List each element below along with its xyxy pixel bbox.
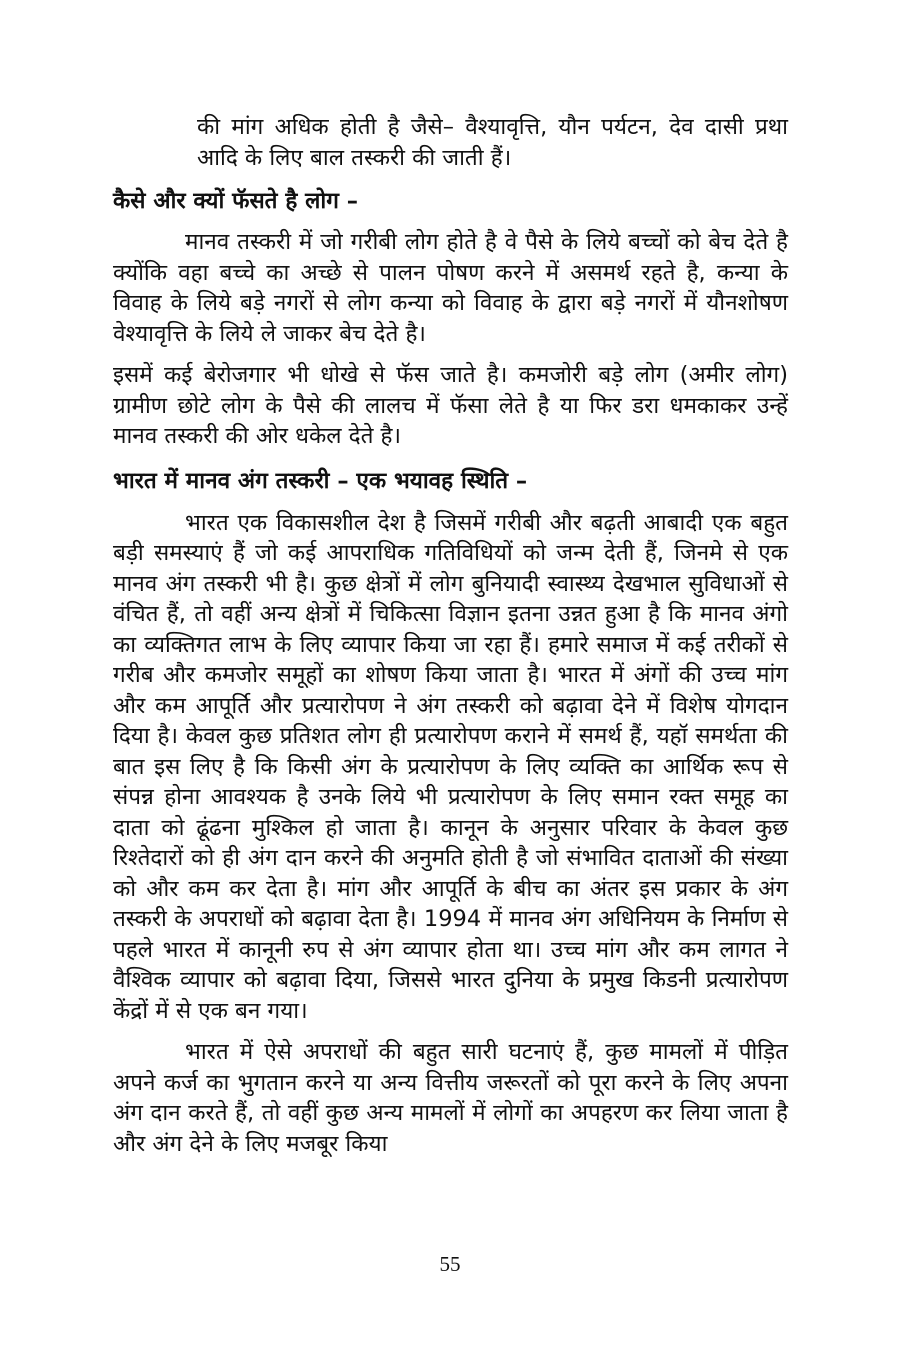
page-number: 55 bbox=[439, 1252, 461, 1276]
section-heading: भारत में मानव अंग तस्करी – एक भयावह स्थिति – bbox=[113, 467, 528, 494]
section-heading: कैसे और क्यों फॅसते है लोग – bbox=[113, 188, 358, 214]
body-paragraph: भारत में ऐसे अपराधों की बहुत सारी घटनाएं हैं, कुछ मामलों में पीड़ित अपने कर्ज का भुगतान करने या अन्य वित्तीय जरूरतों को पूरा करने के लिए अपना अंग दान करते हैं, तो वहीं कुछ अन्य मामलों में लोगों का अपहरण कर लिया जाता है और अंग देने के लिए मजबूर किया bbox=[113, 1039, 788, 1157]
continuation-text: की मांग अधिक होती है जैसे– वैश्यावृत्ति, यौन पर्यटन, देव दासी प्रथा आदि के लिए बाल तस्करी की जाती हैं। bbox=[197, 114, 788, 171]
body-paragraph: मानव तस्करी में जो गरीबी लोग होते है वे पैसे के लिये बच्चों को बेच देते है क्योंकि वहा बच्चे का अच्छे से पालन पोषण करने में असमर्थ रहते है, कन्या के विवाह के लिये बड़े नगरों से लोग कन्या को विवाह के द्वारा बड़े नगरों में यौनशोषण वेश्यावृत्ति के लिये ले जाकर बेच देते है। bbox=[113, 229, 788, 347]
page-body bbox=[113, 112, 788, 1159]
body-paragraph: भारत एक विकासशील देश है जिसमें गरीबी और बढ़ती आबादी एक बहुत बड़ी समस्याएं हैं जो कई आपराधिक गतिविधियों को जन्म देती हैं, जिनमे से एक मानव अंग तस्करी भी है। कुछ क्षेत्रों में लोग बुनियादी स्वास्थ्य देखभाल सुविधाओं से वंचित हैं, तो वहीं अन्य क्षेत्रों में चिकित्सा विज्ञान इतना उन्नत हुआ है कि मानव अंगो का व्यक्तिगत लाभ के लिए व्यापार किया जा रहा हैं। हमारे समाज में कई तरीकों से गरीब और कमजोर समूहों का शोषण किया जाता है। भारत में अंगों की उच्च मांग और कम आपूर्ति और प्रत्यारोपण ने अंग तस्करी को बढ़ावा देने में विशेष योगदान दिया है। केवल कुछ प्रतिशत लोग ही प्रत्यारोपण कराने में समर्थ हैं, यहॉ समर्थता की बात इस लिए है कि किसी अंग के प्रत्यारोपण के लिए व्यक्ति का आर्थिक रूप से संपन्न होना आवश्यक है उनके लिये भी प्रत्यारोपण के लिए समान रक्त समूह का दाता को ढूंढना मुश्किल हो जाता है। कानून के अनुसार परिवार के केवल कुछ रिश्तेदारों को ही अंग दान करने की अनुमति होती है जो संभावित दाताओं की संख्या को और कम कर देता है। मांग और आपूर्ति के बीच का अंतर इस प्रकार के अंग तस्करी के अपराधों को बढ़ावा देता है। 1994 में मानव अंग अधिनियम के निर्माण से पहले भारत में कानूनी रुप से अंग व्यापार होता था। उच्च मांग और कम लागत ने वैश्विक व्यापार को बढ़ावा दिया, जिससे भारत दुनिया के प्रमुख किडनी प्रत्यारोपण केंद्रों में से एक बन गया। bbox=[113, 509, 788, 1024]
body-paragraph: इसमें कई बेरोजगार भी धोखे से फॅस जाते है। कमजोरी बड़े लोग (अमीर लोग) ग्रामीण छोटे लोग के पैसे की लालच में फॅसा लेते है या फिर डरा धमकाकर उन्हें मानव तस्करी की ओर धकेल देते है। bbox=[113, 362, 788, 449]
